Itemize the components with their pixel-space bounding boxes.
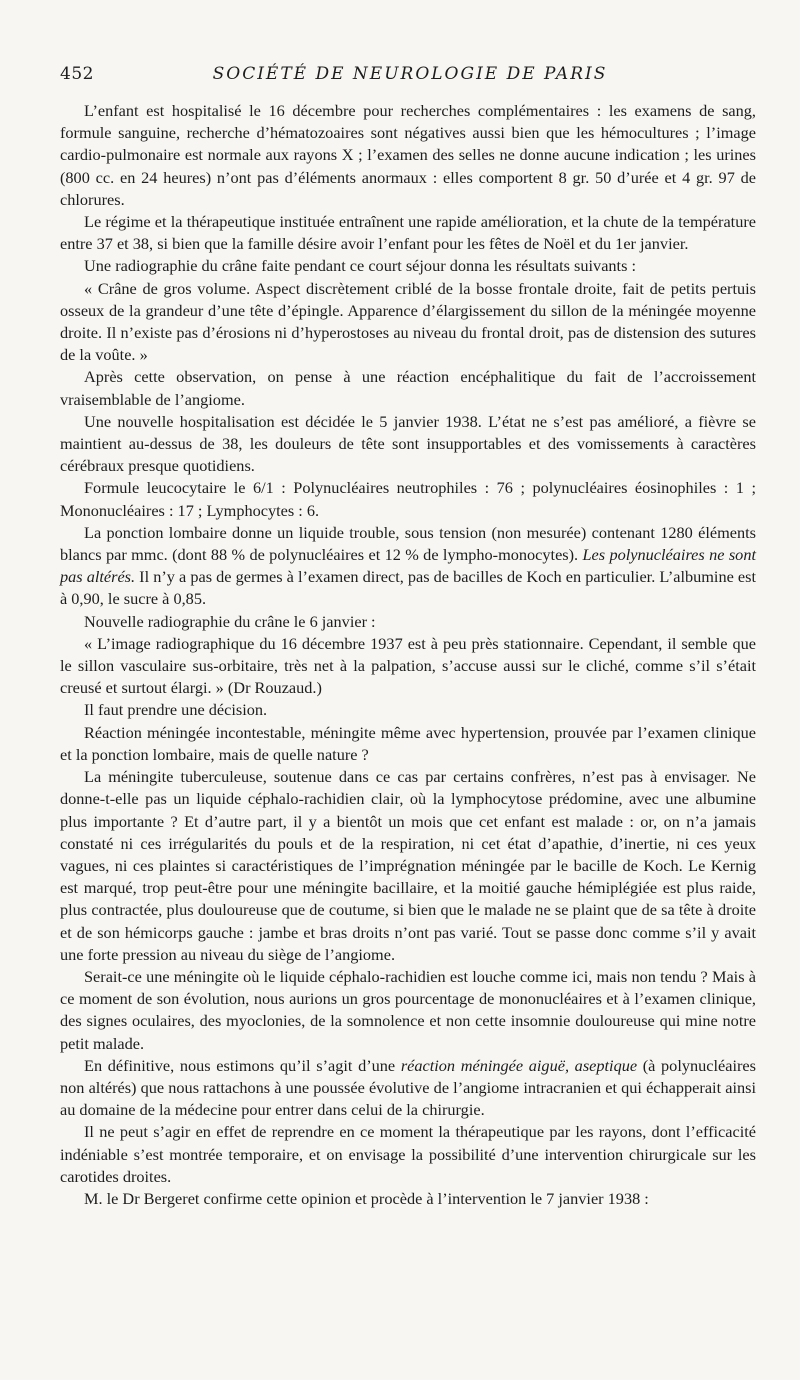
conclusion-emphasis: réaction méningée aiguë, aseptique [400,1055,638,1075]
conclusion-text-2: (à polynucléaires non altérés) que nous rattachons à une poussée évolutive de l’angiome intracranien et qui échapperait ainsi au domaine de la médecine pour entrer dans celui de la chirurgie. [60,1055,756,1120]
running-title: SOCIÉTÉ DE NEUROLOGIE DE PARIS [212,64,608,84]
paragraph-lumbar-puncture [60,522,756,611]
paragraph-radiotherapy: Il ne peut s’agir en effet de reprendre en ce moment la thérapeutique par les rayons, dont l’efficacité indéniable s’est montrée temporaire, et on envisage la possibilité d’une intervention chirurgicale sur les carotides droites. [60,1122,756,1186]
lumbar-puncture-text-2: Il n’y a pas de germes à l’examen direct, pas de bacilles de Koch en particulier. L’albumine est à 0,90, le sucre à 0,85. [60,567,756,609]
paragraph-new-radiography: Nouvelle radiographie du crâne le 6 janvier : [84,611,376,631]
article-body [60,100,756,1210]
paragraph-leukocyte-formula: Formule leucocytaire le 6/1 : Polynucléaires neutrophiles : 76 ; polynucléaires éosinophiles : 1 ; Mononucléaires : 17 ; Lymphocytes : 6. [60,478,756,520]
paragraph-radiography-quote: « Crâne de gros volume. Aspect discrètement criblé de la bosse frontale droite, fait de petits pertuis osseux de la grandeur d’une tête d’épingle. Apparence d’élargissement du sillon de la méningée moyenne droite. Il n’existe pas d’érosions ni d’hyperostoses au niveau du frontal droit, pas de distension des sutures de la voûte. » [60,278,756,365]
page-number: 452 [60,64,94,84]
paragraph-tuberculous-meningitis: La méningite tuberculeuse, soutenue dans ce cas par certains confrères, n’est pas à envisager. Ne donne-t-elle pas un liquide céphalo-rachidien clair, où la lymphocytose prédomine, avec une albumine plus importante ? Et d’autre part, il y a bientôt un mois que cet enfant est malade : or, on n’a jamais constaté ni ces irrégularités du pouls et de la respiration, ni cet état d’apathie, d’inertie, ni ces yeux vagues, ni ces plaintes si caractéristiques de l’imprégnation méningée par le bacille de Koch. Le Kernig est marqué, trop peut-être pour une méningite bacillaire, et la moitié gauche hémiplégiée est plus raide, plus contractée, plus douloureuse que de coutume, si bien que le malade ne se plaint que de sa tête à droite et de son hémicorps gauche : jambe et bras droits n’ont pas varié. Tout se passe donc comme s’il y avait une forte pression au niveau du siège de l’angiome. [60,767,756,964]
paragraph-hospitalization: L’enfant est hospitalisé le 16 décembre pour recherches complémentaires : les examens de sang, formule sanguine, recherche d’hématozoaires sont négatives aussi bien que les hémocultures ; l’image cardio-pulmonaire est normale aux rayons X ; l’examen des selles ne donne aucune indication ; les urines (800 cc. en 24 heures) n’ont pas d’éléments anormaux : elles comportent 8 gr. 50 d’urée et 4 gr. 97 de chlorures. [60,101,756,209]
paragraph-radiographic-image-quote: « L’image radiographique du 16 décembre 1937 est à peu près stationnaire. Cependant, il semble que le sillon vasculaire sus-orbitaire, très net à la palpation, s’accuse aussi sur le cliché, comme s’il s’était creusé et surtout élargi. » (Dr Rouzaud.) [60,633,756,698]
paragraph-radiography-intro: Une radiographie du crâne faite pendant ce court séjour donna les résultats suivants : [84,256,637,276]
lumbar-puncture-text-1: La ponction lombaire donne un liquide trouble, sous tension (non mesurée) contenant 1280 éléments blancs par mmc. (dont 88 % de polynucléaires et 12 % de lympho-monocytes). [60,522,756,565]
paragraph-treatment: Le régime et la thérapeutique instituée entraînent une rapide amélioration, et la chute de la température entre 37 et 38, si bien que la famille désire avoir l’enfant pour les fêtes de Noël et du 1er janvier. [60,212,756,254]
conclusion-text-1: En définitive, nous estimons qu’il s’agit d’une [84,1055,401,1075]
lumbar-puncture-emphasis: Les polynucléaires ne sont pas altérés. [60,545,756,587]
page-header [60,56,760,86]
paragraph-meningeal-reaction: Réaction méningée incontestable, méningite même avec hypertension, prouvée par l’examen clinique et la ponction lombaire, mais de quelle nature ? [60,722,756,764]
paragraph-new-hospitalization: Une nouvelle hospitalisation est décidée le 5 janvier 1938. L’état ne s’est pas amélioré, a fièvre se maintient au-dessus de 38, les douleurs de tête sont insupportables et des vomissements à caractères cérébraux presque quotidiens. [60,411,756,476]
paragraph-intervention: M. le Dr Bergeret confirme cette opinion et procède à l’intervention le 7 janvier 1938 : [84,1188,649,1208]
paragraph-other-meningitis: Serait-ce une méningite où le liquide céphalo-rachidien est louche comme ici, mais non tendu ? Mais à ce moment de son évolution, nous aurions un gros pourcentage de mononucléaires et à l’examen clinique, des signes oculaires, des myoclonies, de la somnolence et non cette insomnie douloureuse qui mine notre petit malade. [60,966,756,1053]
paragraph-conclusion [60,1055,756,1122]
paragraph-decision: Il faut prendre une décision. [84,700,268,720]
paragraph-encephalitic-reaction: Après cette observation, on pense à une réaction encéphalitique du fait de l’accroissement vraisemblable de l’angiome. [60,367,756,409]
